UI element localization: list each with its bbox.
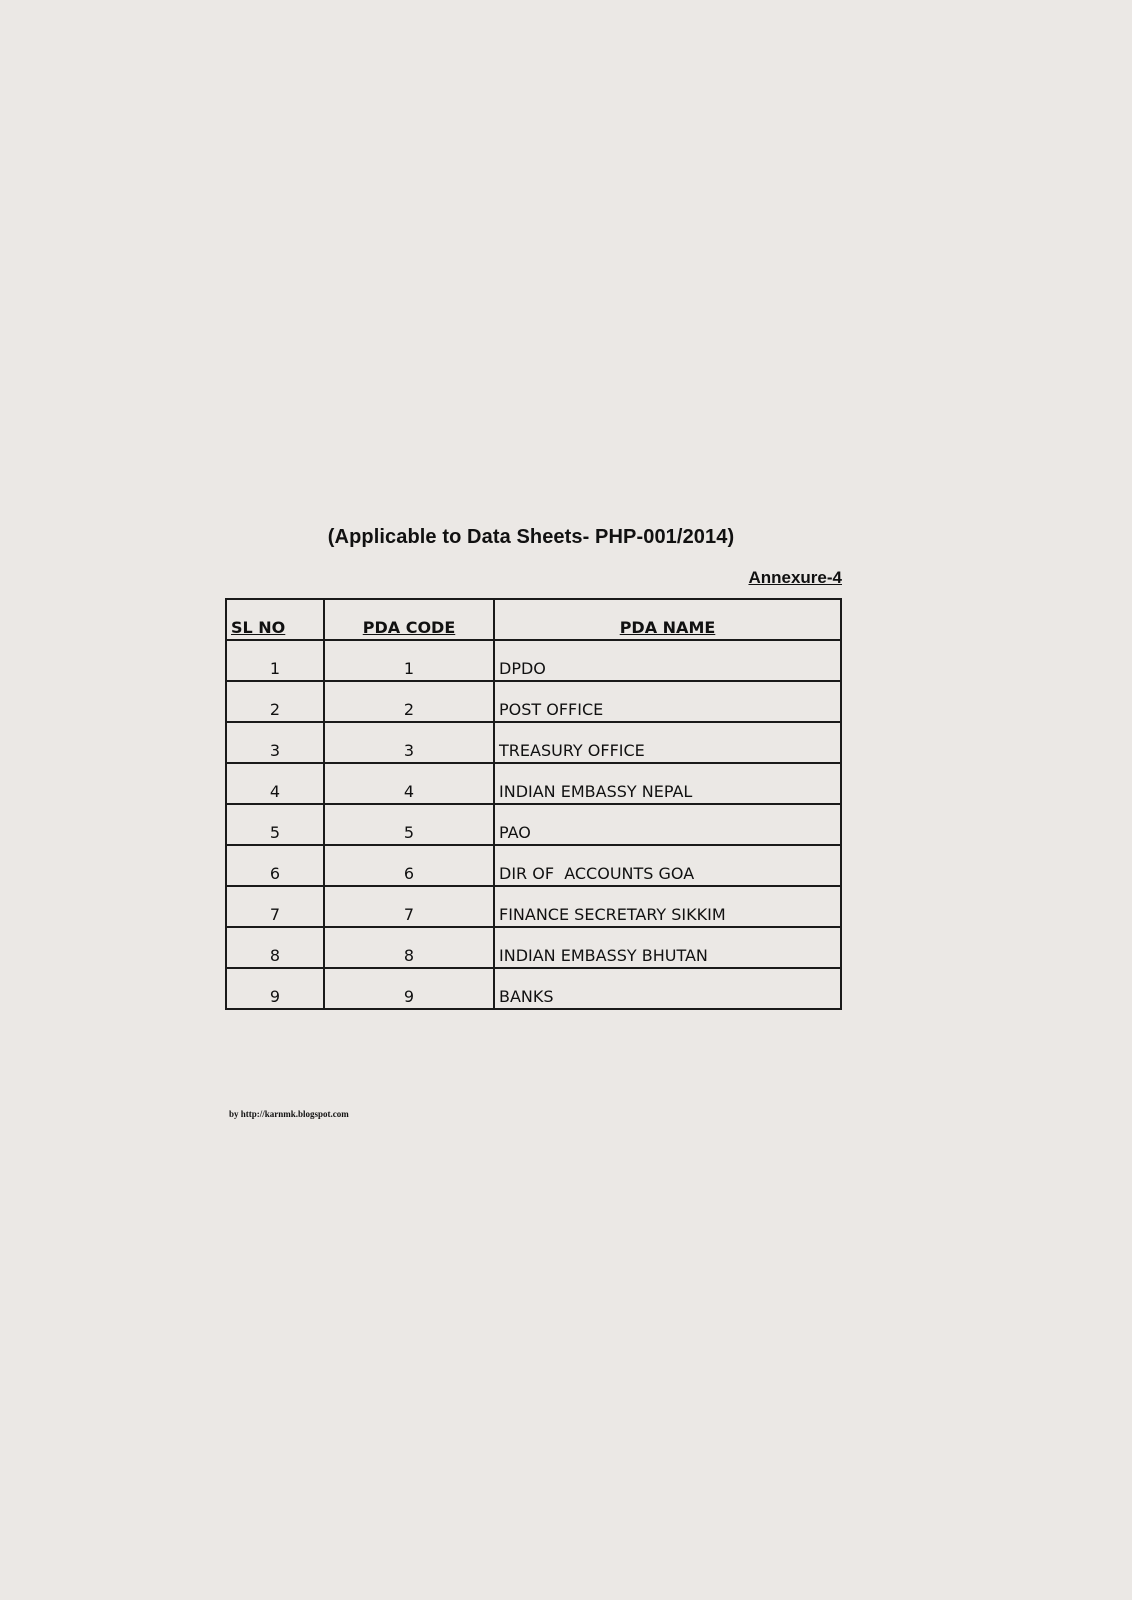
cell-pda-name: DIR OF ACCOUNTS GOA [494, 845, 841, 886]
cell-pda-name: PAO [494, 804, 841, 845]
cell-sl-no: 2 [226, 681, 324, 722]
cell-sl-no: 4 [226, 763, 324, 804]
cell-pda-code: 8 [324, 927, 494, 968]
cell-pda-name: POST OFFICE [494, 681, 841, 722]
header-pda-code: PDA CODE [324, 599, 494, 640]
table-row [226, 927, 841, 968]
cell-pda-name: TREASURY OFFICE [494, 722, 841, 763]
header-pda-name: PDA NAME [494, 599, 841, 640]
cell-pda-code: 9 [324, 968, 494, 1009]
cell-pda-code: 1 [324, 640, 494, 681]
table-row [226, 640, 841, 681]
cell-sl-no: 6 [226, 845, 324, 886]
cell-pda-name: INDIAN EMBASSY NEPAL [494, 763, 841, 804]
table-row [226, 763, 841, 804]
table-row [226, 804, 841, 845]
cell-sl-no: 3 [226, 722, 324, 763]
cell-pda-code: 5 [324, 804, 494, 845]
cell-pda-code: 7 [324, 886, 494, 927]
cell-pda-name: INDIAN EMBASSY BHUTAN [494, 927, 841, 968]
table-row [226, 886, 841, 927]
table-row [226, 845, 841, 886]
table-row [226, 968, 841, 1009]
cell-sl-no: 1 [226, 640, 324, 681]
table-row [226, 681, 841, 722]
document-title: (Applicable to Data Sheets- PHP-001/2014) [327, 526, 735, 548]
header-sl-no: SL NO [226, 599, 324, 640]
cell-sl-no: 7 [226, 886, 324, 927]
cell-pda-name: DPDO [494, 640, 841, 681]
table-row [226, 722, 841, 763]
cell-sl-no: 5 [226, 804, 324, 845]
cell-sl-no: 9 [226, 968, 324, 1009]
cell-pda-code: 3 [324, 722, 494, 763]
cell-sl-no: 8 [226, 927, 324, 968]
cell-pda-code: 6 [324, 845, 494, 886]
annexure-label: Annexure-4 [748, 568, 842, 587]
pda-table [225, 598, 842, 1010]
cell-pda-name: BANKS [494, 968, 841, 1009]
cell-pda-name: FINANCE SECRETARY SIKKIM [494, 886, 841, 927]
cell-pda-code: 4 [324, 763, 494, 804]
cell-pda-code: 2 [324, 681, 494, 722]
table-header-row [226, 599, 841, 640]
footer-credit: by http://karnmk.blogspot.com [229, 1109, 349, 1119]
